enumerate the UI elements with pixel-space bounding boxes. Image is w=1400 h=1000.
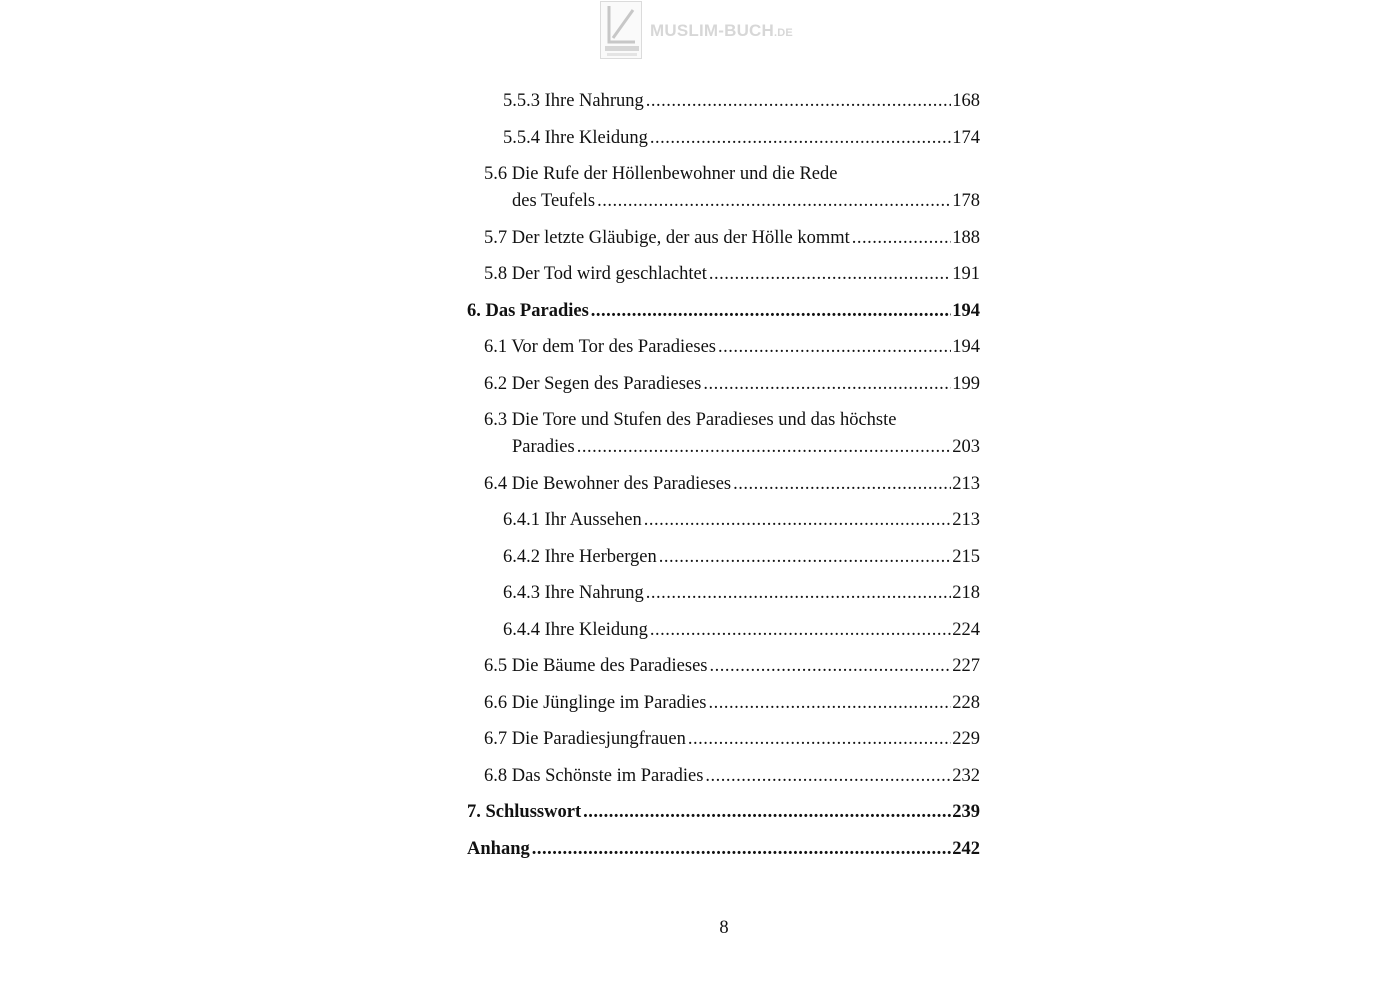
watermark-brand: MUSLIM-BUCH [650,21,775,40]
toc-entry-title: 6.1 Vor dem Tor des Paradieses [484,337,716,357]
toc-leader-dots [650,617,951,644]
toc-leader-dots [646,580,951,607]
toc-entry-page: 188 [952,227,980,248]
toc-entry [467,88,980,115]
toc-entry [467,580,980,607]
toc-leader-dots [708,690,951,717]
toc-entry-page: 227 [952,656,980,676]
toc-leader-dots [591,298,951,325]
toc-entry [467,507,980,534]
toc-leader-dots [577,434,952,461]
table-of-contents [467,88,980,872]
toc-entry-title: 6.5 Die Bäume des Paradieses [484,656,708,676]
toc-entry-title: des Teufels [512,191,596,211]
toc-entry-title-line1: 6.3 Die Tore und Stufen des Paradieses und das höchste [484,410,897,430]
toc-entry-page: 242 [952,838,980,859]
toc-leader-dots [709,653,951,680]
toc-entry-page: 218 [952,583,980,603]
toc-entry [467,407,980,461]
toc-entry-title: 5.7 Der letzte Gläubige, der aus der Hölle kommt [484,227,850,248]
toc-leader-dots [703,371,951,398]
toc-leader-dots [852,225,951,252]
toc-entry [467,763,980,790]
watermark-text [650,21,793,41]
toc-entry [467,298,980,325]
toc-entry-title: 6.4.1 Ihr Aussehen [503,510,642,530]
watermark-logo [600,0,793,60]
toc-entry-title: 6.4.4 Ihre Kleidung [503,619,648,640]
toc-entry-title-line1: 5.6 Die Rufe der Höllenbewohner und die Rede [484,164,838,184]
toc-entry-title: 6.4.3 Ihre Nahrung [503,583,644,603]
toc-entry-title: 5.5.3 Ihre Nahrung [503,91,644,111]
toc-entry [467,225,980,252]
toc-entry [467,334,980,361]
toc-leader-dots [688,726,951,753]
toc-entry [467,125,980,152]
toc-entry-title: 5.8 Der Tod wird geschlachtet [484,264,707,284]
toc-leader-dots [644,507,952,534]
toc-entry-page: 215 [952,546,980,567]
toc-entry-title: 6.7 Die Paradiesjungfrauen [484,729,686,749]
toc-entry-page: 168 [952,91,980,111]
toc-entry-page: 228 [952,692,980,713]
toc-entry-title: 6.8 Das Schönste im Paradies [484,765,704,786]
toc-entry [467,653,980,680]
toc-entry [467,617,980,644]
toc-entry [467,471,980,498]
toc-entry-page: 191 [952,264,980,284]
toc-leader-dots [583,799,951,826]
toc-entry-page: 203 [952,437,980,457]
toc-entry-page: 213 [952,510,980,530]
toc-entry-title: 6.2 Der Segen des Paradieses [484,373,702,394]
toc-entry-page: 174 [952,127,980,148]
toc-entry-title: 5.5.4 Ihre Kleidung [503,127,648,148]
watermark-suffix: .DE [774,27,793,39]
book-logo-icon [600,1,642,59]
toc-entry [467,836,980,863]
toc-leader-dots [733,471,951,498]
toc-entry [467,799,980,826]
toc-entry [467,726,980,753]
toc-entry [467,161,980,215]
toc-entry-page: 239 [952,802,980,822]
toc-leader-dots [718,334,951,361]
toc-entry [467,371,980,398]
toc-leader-dots [659,544,951,571]
toc-leader-dots [646,88,951,115]
toc-leader-dots [705,763,951,790]
toc-entry-page: 199 [952,373,980,394]
toc-entry-page: 178 [952,191,980,211]
toc-entry-title: Anhang [467,838,530,859]
toc-entry [467,690,980,717]
toc-entry-page: 224 [952,619,980,640]
toc-entry-title: 6.6 Die Jünglinge im Paradies [484,692,707,713]
toc-entry-page: 194 [952,300,980,321]
toc-entry-page: 232 [952,765,980,786]
toc-leader-dots [650,125,951,152]
toc-entry-title: 7. Schlusswort [467,802,582,822]
toc-entry-title: 6.4 Die Bewohner des Paradieses [484,473,732,494]
toc-entry-title: Paradies [512,437,575,457]
toc-leader-dots [532,836,952,863]
toc-leader-dots [709,261,951,288]
toc-entry-page: 194 [952,337,980,357]
toc-entry [467,544,980,571]
toc-entry-title: 6.4.2 Ihre Herbergen [503,546,657,567]
toc-leader-dots [597,188,951,215]
page-number: 8 [719,918,729,938]
toc-entry-title: 6. Das Paradies [467,300,589,321]
toc-entry-page: 229 [952,729,980,749]
toc-entry [467,261,980,288]
toc-entry-page: 213 [952,473,980,494]
